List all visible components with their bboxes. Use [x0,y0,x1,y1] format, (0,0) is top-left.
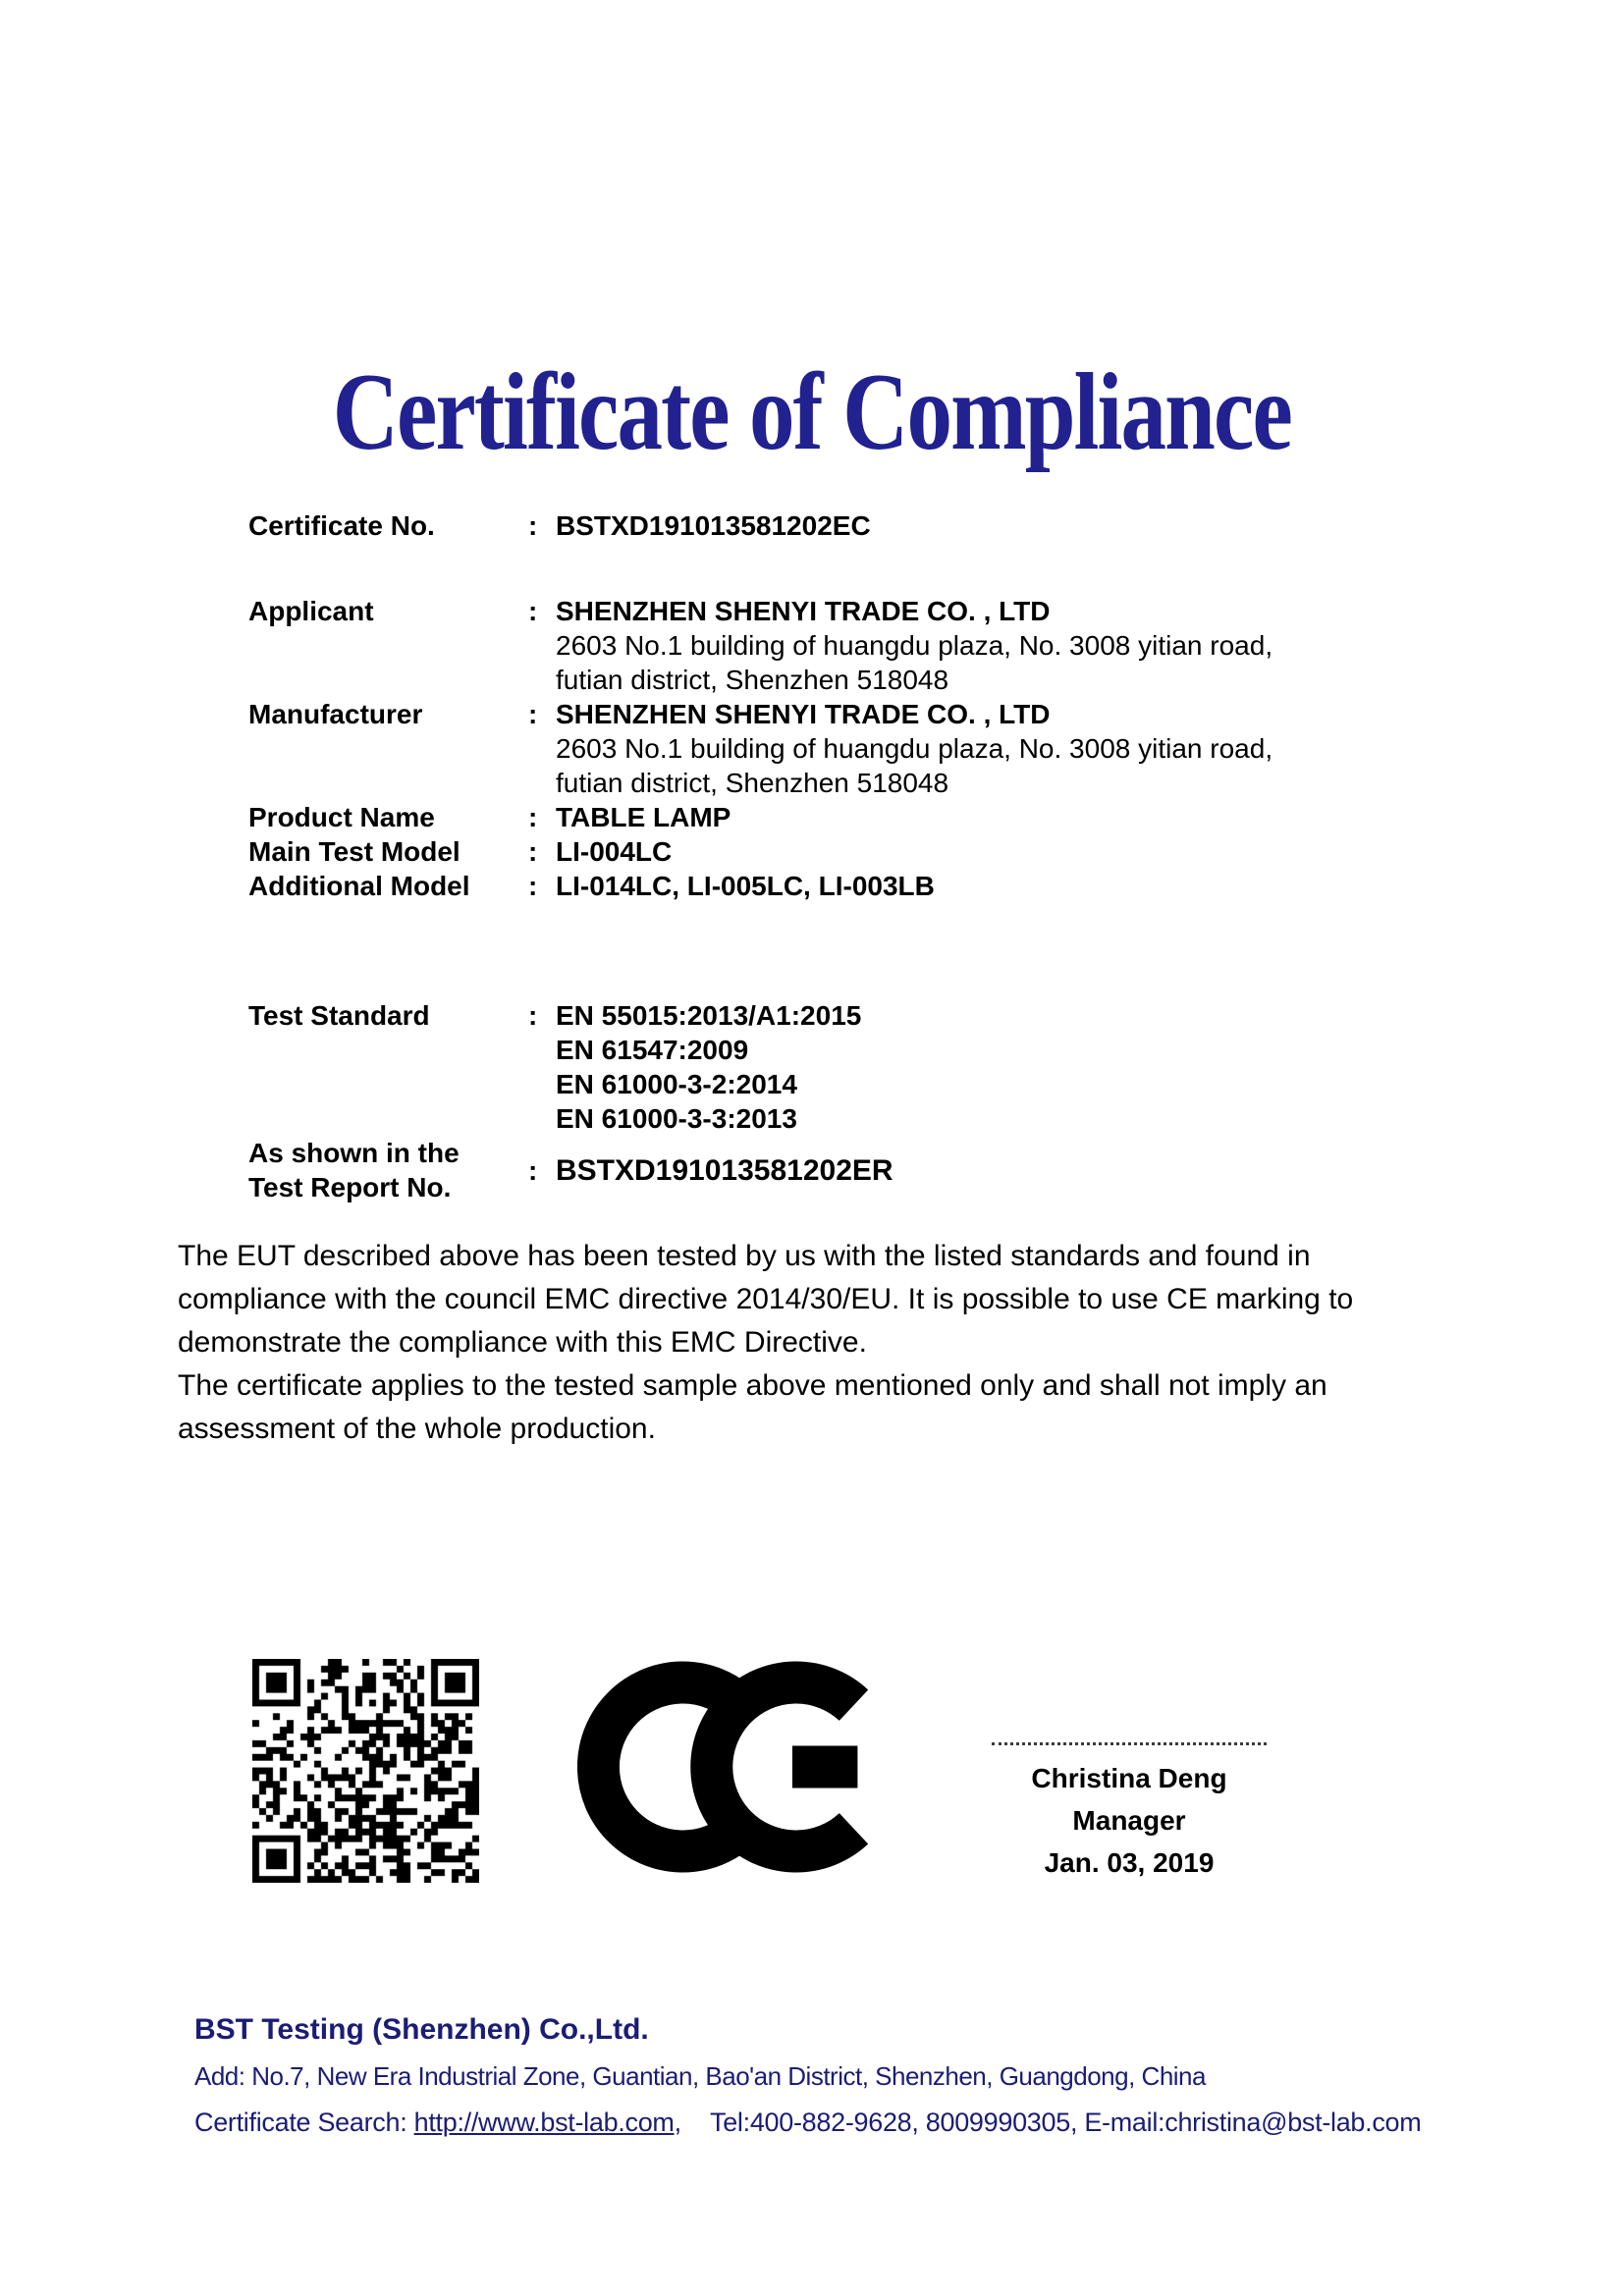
row-test-report [248,1136,1476,1204]
signatory-role: Manager [1072,1805,1186,1836]
footer-company-name: BST Testing (Shenzhen) Co.,Ltd. [194,2013,649,2046]
additional-model-value: LI-014LC, LI-005LC, LI-003LB [556,871,935,901]
certificate-no-label: Certificate No. [248,510,435,541]
declaration-paragraph-2: The certificate applies to the tested sample above mentioned only and shall not imply an assessment of the whole production. [178,1369,1327,1445]
colon: : [528,596,538,626]
test-report-label-line2: Test Report No. [248,1172,452,1202]
row-additional-model [248,869,1476,903]
row-test-standard [248,998,1476,1136]
test-standard-value-4: EN 61000-3-3:2013 [556,1103,797,1134]
page-title-wrap [0,348,1624,473]
colon: : [528,699,538,729]
certificate-no-value: BSTXD191013581202EC [556,510,871,541]
additional-model-label: Additional Model [248,871,470,901]
footer-contact-info: Tel:400-882-9628, 8009990305, E-mail:christina@bst-lab.com [710,2108,1422,2137]
row-manufacturer [248,697,1476,800]
applicant-label: Applicant [248,596,374,626]
signature-block [982,1742,1276,1884]
test-standard-value-1: EN 55015:2013/A1:2015 [556,1000,862,1031]
signatory-name: Christina Deng [1031,1763,1227,1793]
colon: : [528,510,538,541]
main-test-model-value: LI-004LC [556,836,673,867]
manufacturer-label: Manufacturer [248,699,423,729]
test-report-label [248,1136,528,1204]
manufacturer-address-line1: 2603 No.1 building of huangdu plaza, No. 3008 yitian road, [556,733,1273,764]
applicant-value: SHENZHEN SHENYI TRADE CO. , LTD [556,596,1051,626]
test-standard-value-3: EN 61000-3-2:2014 [556,1069,797,1099]
row-main-test-model [248,834,1476,869]
footer [194,2012,1500,2139]
ce-mark-icon [577,1659,875,1875]
test-standard-label: Test Standard [248,1000,430,1031]
qr-code-canvas [252,1659,479,1883]
colon: : [528,1000,538,1031]
applicant-address-line1: 2603 No.1 building of huangdu plaza, No. 3008 yitian road, [556,630,1273,661]
applicant-address-line2: futian district, Shenzhen 518048 [556,665,949,695]
main-test-model-label: Main Test Model [248,836,460,867]
certificate-info [248,508,1476,1204]
footer-address: Add: No.7, New Era Industrial Zone, Guantian, Bao'an District, Shenzhen, Guangdong, China [194,2061,1206,2091]
test-report-label-line1: As shown in the [248,1138,460,1168]
ce-mark-svg [577,1659,875,1875]
certificate-search-label: Certificate Search: [194,2108,407,2137]
manufacturer-address-line2: futian district, Shenzhen 518048 [556,768,949,798]
footer-search-line [194,2107,1500,2139]
declaration-paragraph-1: The EUT described above has been tested by us with the listed standards and found in compliance with the council EMC directive 2014/30/EU. It is possible to use CE marking to demonstrate the compliance with this EMC Directive. [178,1240,1354,1359]
colon: : [528,871,538,901]
certificate-search-url-link[interactable]: http://www.bst-lab.com, [413,2108,681,2137]
colon: : [528,1154,538,1186]
qr-code-icon [252,1659,479,1883]
product-name-value: TABLE LAMP [556,802,731,832]
row-product-name [248,800,1476,834]
signature-dotted-line [992,1742,1267,1745]
test-report-value: BSTXD191013581202ER [556,1153,893,1187]
colon: : [528,836,538,867]
test-standard-value-2: EN 61547:2009 [556,1035,749,1065]
row-certificate-no [248,508,1476,543]
colon: : [528,802,538,832]
product-name-label: Product Name [248,802,435,832]
signature-date: Jan. 03, 2019 [1044,1847,1215,1878]
declaration-text [178,1235,1425,1451]
page-title: Certificate of Compliance [332,350,1292,473]
manufacturer-value: SHENZHEN SHENYI TRADE CO. , LTD [556,699,1051,729]
row-applicant [248,594,1476,697]
